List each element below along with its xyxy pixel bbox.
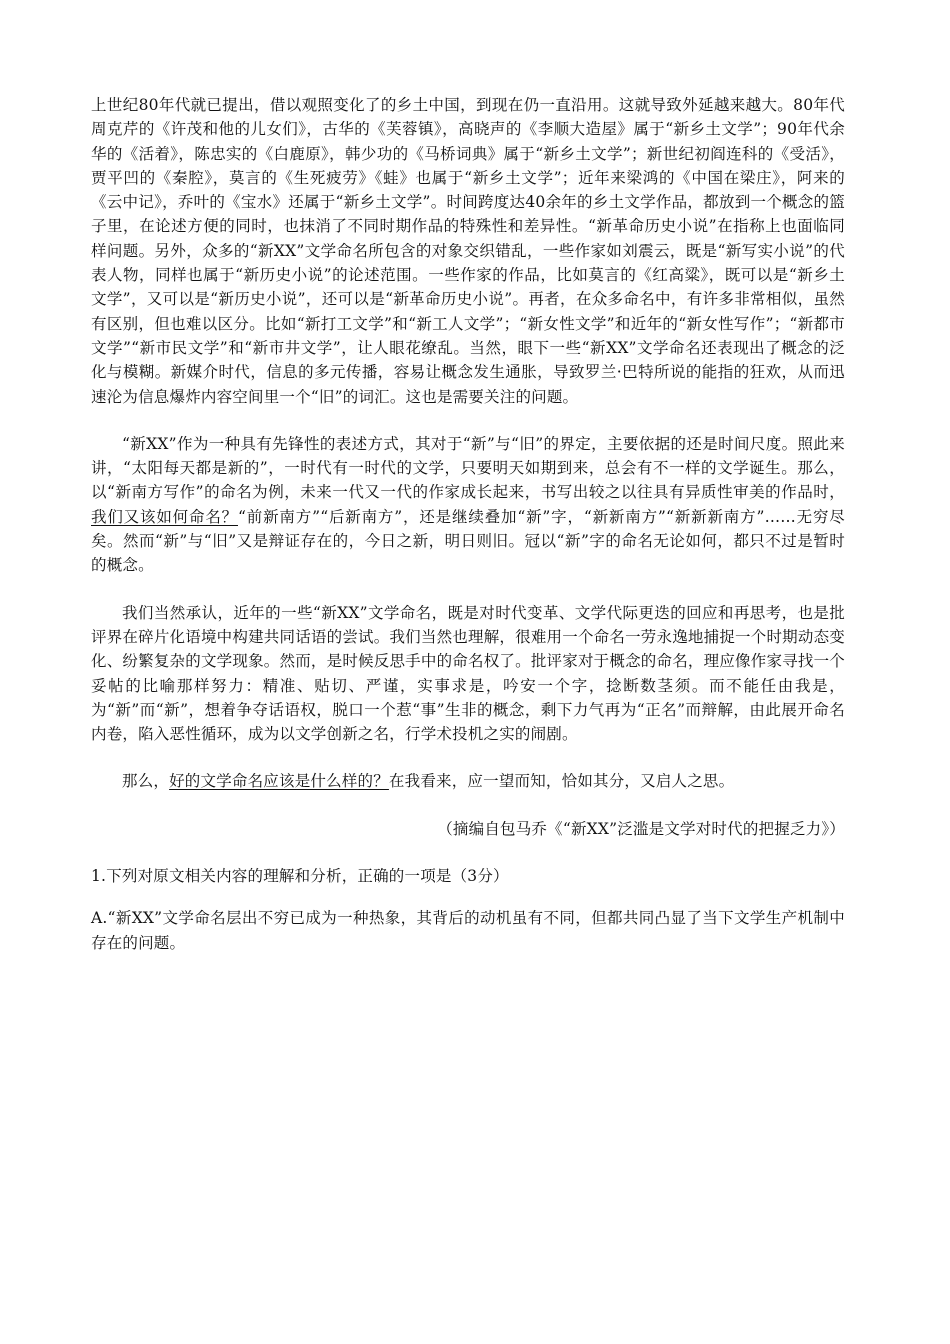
paragraph-3: 我们当然承认，近年的一些“新XX”文学命名，既是对时代变革、文学代际更迭的回应和再思考，也是批评界在碎片化语境中构建共同话语的尝试。我们当然也理解，很难用一个命名一劳永逸地捕捉一个时期动态变化、纷繁复杂的文学现象。然而，是时候反思手中的命名权了。批评家对于概念的命名，理应像作家寻找一个妥帖的比喻那样努力：精准、贴切、严谨，实事求是，吟安一个字，捻断数茎须。而不能任由我是，为“新”而“新”，想着争夺话语权，脱口一个惹“事”生非的概念，剩下力气再为“正名”而辩解，由此展开命名内卷，陷入恶性循环，成为以文学创新之名，行学术投机之实的闹剧。 — [91, 603, 845, 744]
article-source: （摘编自包马乔《“新XX”泛滥是文学对时代的把握乏力》） — [437, 819, 845, 838]
document-page — [91, 93, 845, 955]
paragraph-1: 上世纪80年代就已提出，借以观照变化了的乡土中国，到现在仍一直沿用。这就导致外延越来越大。80年代周克芹的《许茂和他的儿女们》，古华的《芙蓉镇》，高晓声的《李顺大造屋》属于“新乡土文学”；90年代余华的《活着》，陈忠实的《白鹿原》，韩少功的《马桥词典》属于“新乡土文学”；新世纪初阎连科的《受活》，贾平凹的《秦腔》，莫言的《生死疲劳》《蛙》也属于“新乡土文学”；近年来梁鸿的《中国在梁庄》，阿来的《云中记》，乔叶的《宝水》还属于“新乡土文学”。时间跨度达40余年的乡土文学作品，都放到一个概念的篮子里，在论述方便的同时，也抹消了不同时期作品的特殊性和差异性。“新革命历史小说”在指称上也面临同样问题。另外，众多的“新XX”文学命名所包含的对象交织错乱，一些作家如刘震云，既是“新写实小说”的代表人物，同样也属于“新历史小说”的论述范围。一些作家的作品，比如莫言的《红高粱》，既可以是“新乡土文学”，又可以是“新历史小说”，还可以是“新革命历史小说”。再者，在众多命名中，有许多非常相似，虽然有区别，但也难以区分。比如“新打工文学”和“新工人文学”；“新女性文学”和近年的“新女性写作”；“新都市文学”“新市民文学”和“新市井文学”，让人眼花缭乱。当然，眼下一些“新XX”文学命名还表现出了概念的泛化与模糊。新媒介时代，信息的多元传播，容易让概念发生通胀，导致罗兰·巴特所说的能指的狂欢，从而迅速沦为信息爆炸内容空间里一个“旧”的词汇。这也是需要关注的问题。 — [91, 96, 845, 406]
paragraph-4 — [91, 769, 845, 793]
paragraph-2-text-a: “新XX”作为一种具有先锋性的表述方式，其对于“新”与“旧”的界定，主要依据的还是时间尺度。照此来讲，“太阳每天都是新的”，一时代有一时代的文学，只要明天如期到来，总会有不一样的文学诞生。那么，以“新南方写作”的命名为例，未来一代又一代的作家成长起来，书写出较之以往具有异质性审美的作品时， — [91, 434, 845, 502]
question-1-option-a: A.“新XX”文学命名层出不穷已成为一种热象，其背后的动机虽有不同，但都共同凸显了当下文学生产机制中存在的问题。 — [91, 909, 845, 952]
paragraph-4-text-a: 那么， — [122, 772, 170, 791]
underlined-question-1: 我们又该如何命名？ — [91, 507, 238, 526]
underlined-question-2: 好的文学命名应该是什么样的？ — [169, 772, 389, 791]
question-1-stem: 1.下列对原文相关内容的理解和分析，正确的一项是（3分） — [91, 867, 509, 886]
paragraph-2 — [91, 432, 845, 578]
paragraph-2-text-b: “前新南方”“后新南方”，还是继续叠加“新”字，“新新南方”“新新新南方”……无穷尽矣。然而“新”与“旧”又是辩证存在的，今日之新，明日则旧。冠以“新”字的命名无论如何，都只不过是暂时的概念。 — [91, 507, 845, 575]
paragraph-4-text-b: 在我看来，应一望而知，恰如其分，又启人之思。 — [388, 772, 735, 791]
